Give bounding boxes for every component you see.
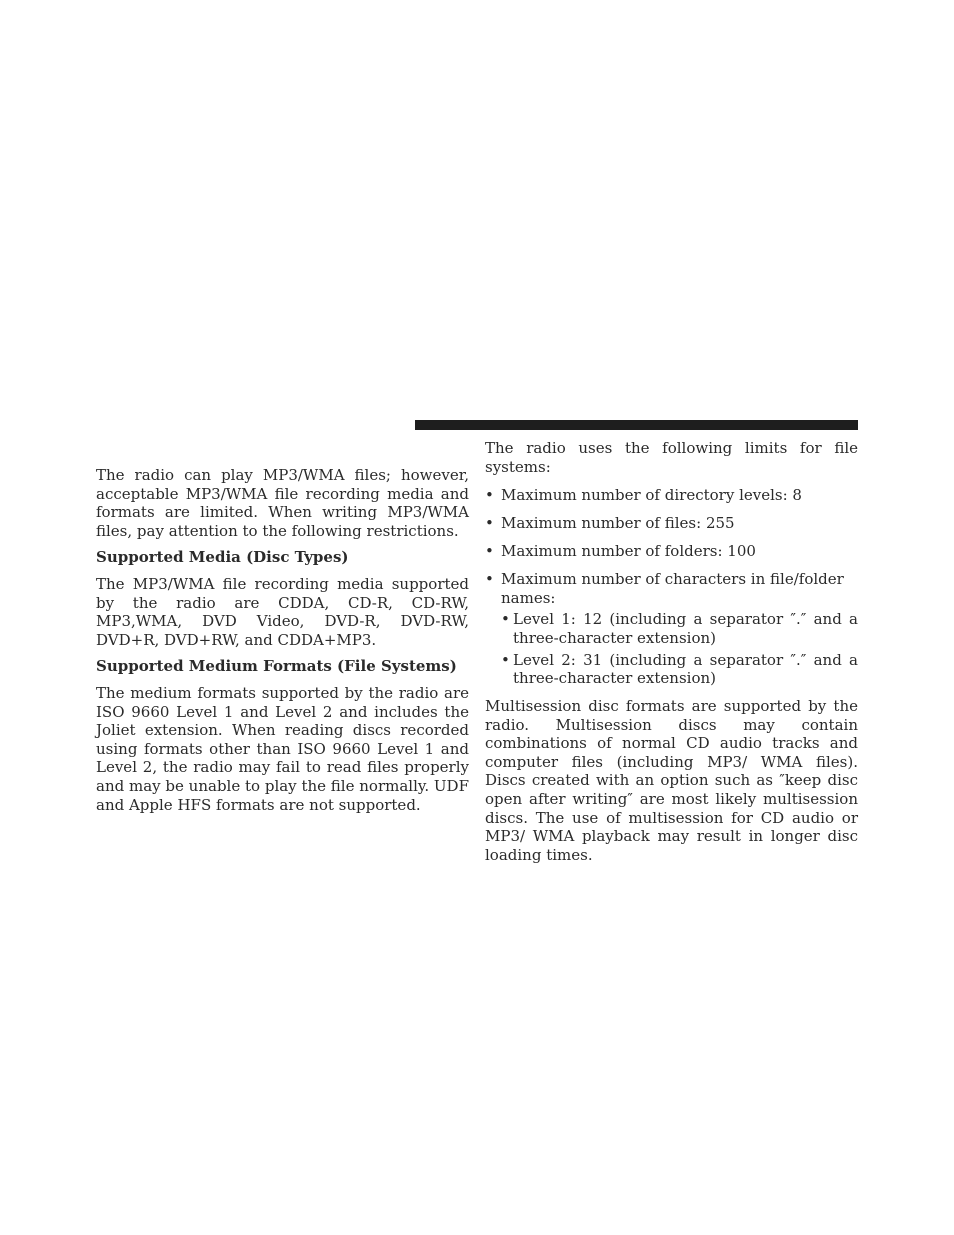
bullet-icon: • [501,650,510,669]
list-item-text: Maximum number of characters in file/folder names: [501,570,844,607]
list-item-text: Maximum number of folders: 100 [501,542,756,561]
section-header-rule [415,420,858,430]
list-item [485,570,858,688]
sub-list-item-text: Level 2: 31 (including a separator ″.″ and a three-character extension) [513,650,858,688]
sub-list-item-text: Level 1: 12 (including a separator ″.″ and a three-character extension) [513,610,858,647]
bullet-icon: • [485,570,494,589]
limits-list [485,486,858,688]
bullet-icon: • [485,486,494,505]
list-item [485,542,858,561]
heading-supported-formats: Supported Medium Formats (File Systems) [96,657,457,676]
right-column [485,439,858,864]
multisession-paragraph: Multisession disc formats are supported by the radio. Multisession discs may contain combinations of normal CD audio tracks and computer files (including MP3/ WMA files). Discs created with an option such as ″keep disc open after writing″ are most likely multisession discs. The use of multisession for CD audio or MP3/ WMA playback may result in longer disc loading times. [485,697,858,864]
left-column [96,466,469,814]
bullet-icon: • [485,514,494,533]
media-paragraph: The MP3/WMA file recording media supported by the radio are CDDA, CD-R, CD-RW, MP3,WMA, DVD Video, DVD-R, DVD-RW, DVD+R, DVD+RW, and CDDA+MP3. [96,574,469,649]
limits-intro: The radio uses the following limits for file systems: [485,439,858,476]
sub-list-item [501,610,858,647]
bullet-icon: • [485,542,494,561]
sub-list [501,610,858,687]
bullet-icon: • [501,610,510,629]
sub-list-item [501,651,858,688]
list-item [485,514,858,533]
list-item [485,486,858,505]
heading-supported-media: Supported Media (Disc Types) [96,548,349,567]
list-item-text: Maximum number of directory levels: 8 [501,486,802,505]
intro-paragraph: The radio can play MP3/WMA files; however, acceptable MP3/WMA file recording media and formats are limited. When writing MP3/WMA files, pay attention to the following restrictions. [96,466,469,540]
list-item-text: Maximum number of files: 255 [501,514,735,533]
formats-paragraph: The medium formats supported by the radio are ISO 9660 Level 1 and Level 2 and includes the Joliet extension. When reading discs recorded using formats other than ISO 9660 Level 1 and Level 2, the radio may fail to read files properly and may be unable to play the file normally. UDF and Apple HFS formats are not supported. [96,683,469,814]
